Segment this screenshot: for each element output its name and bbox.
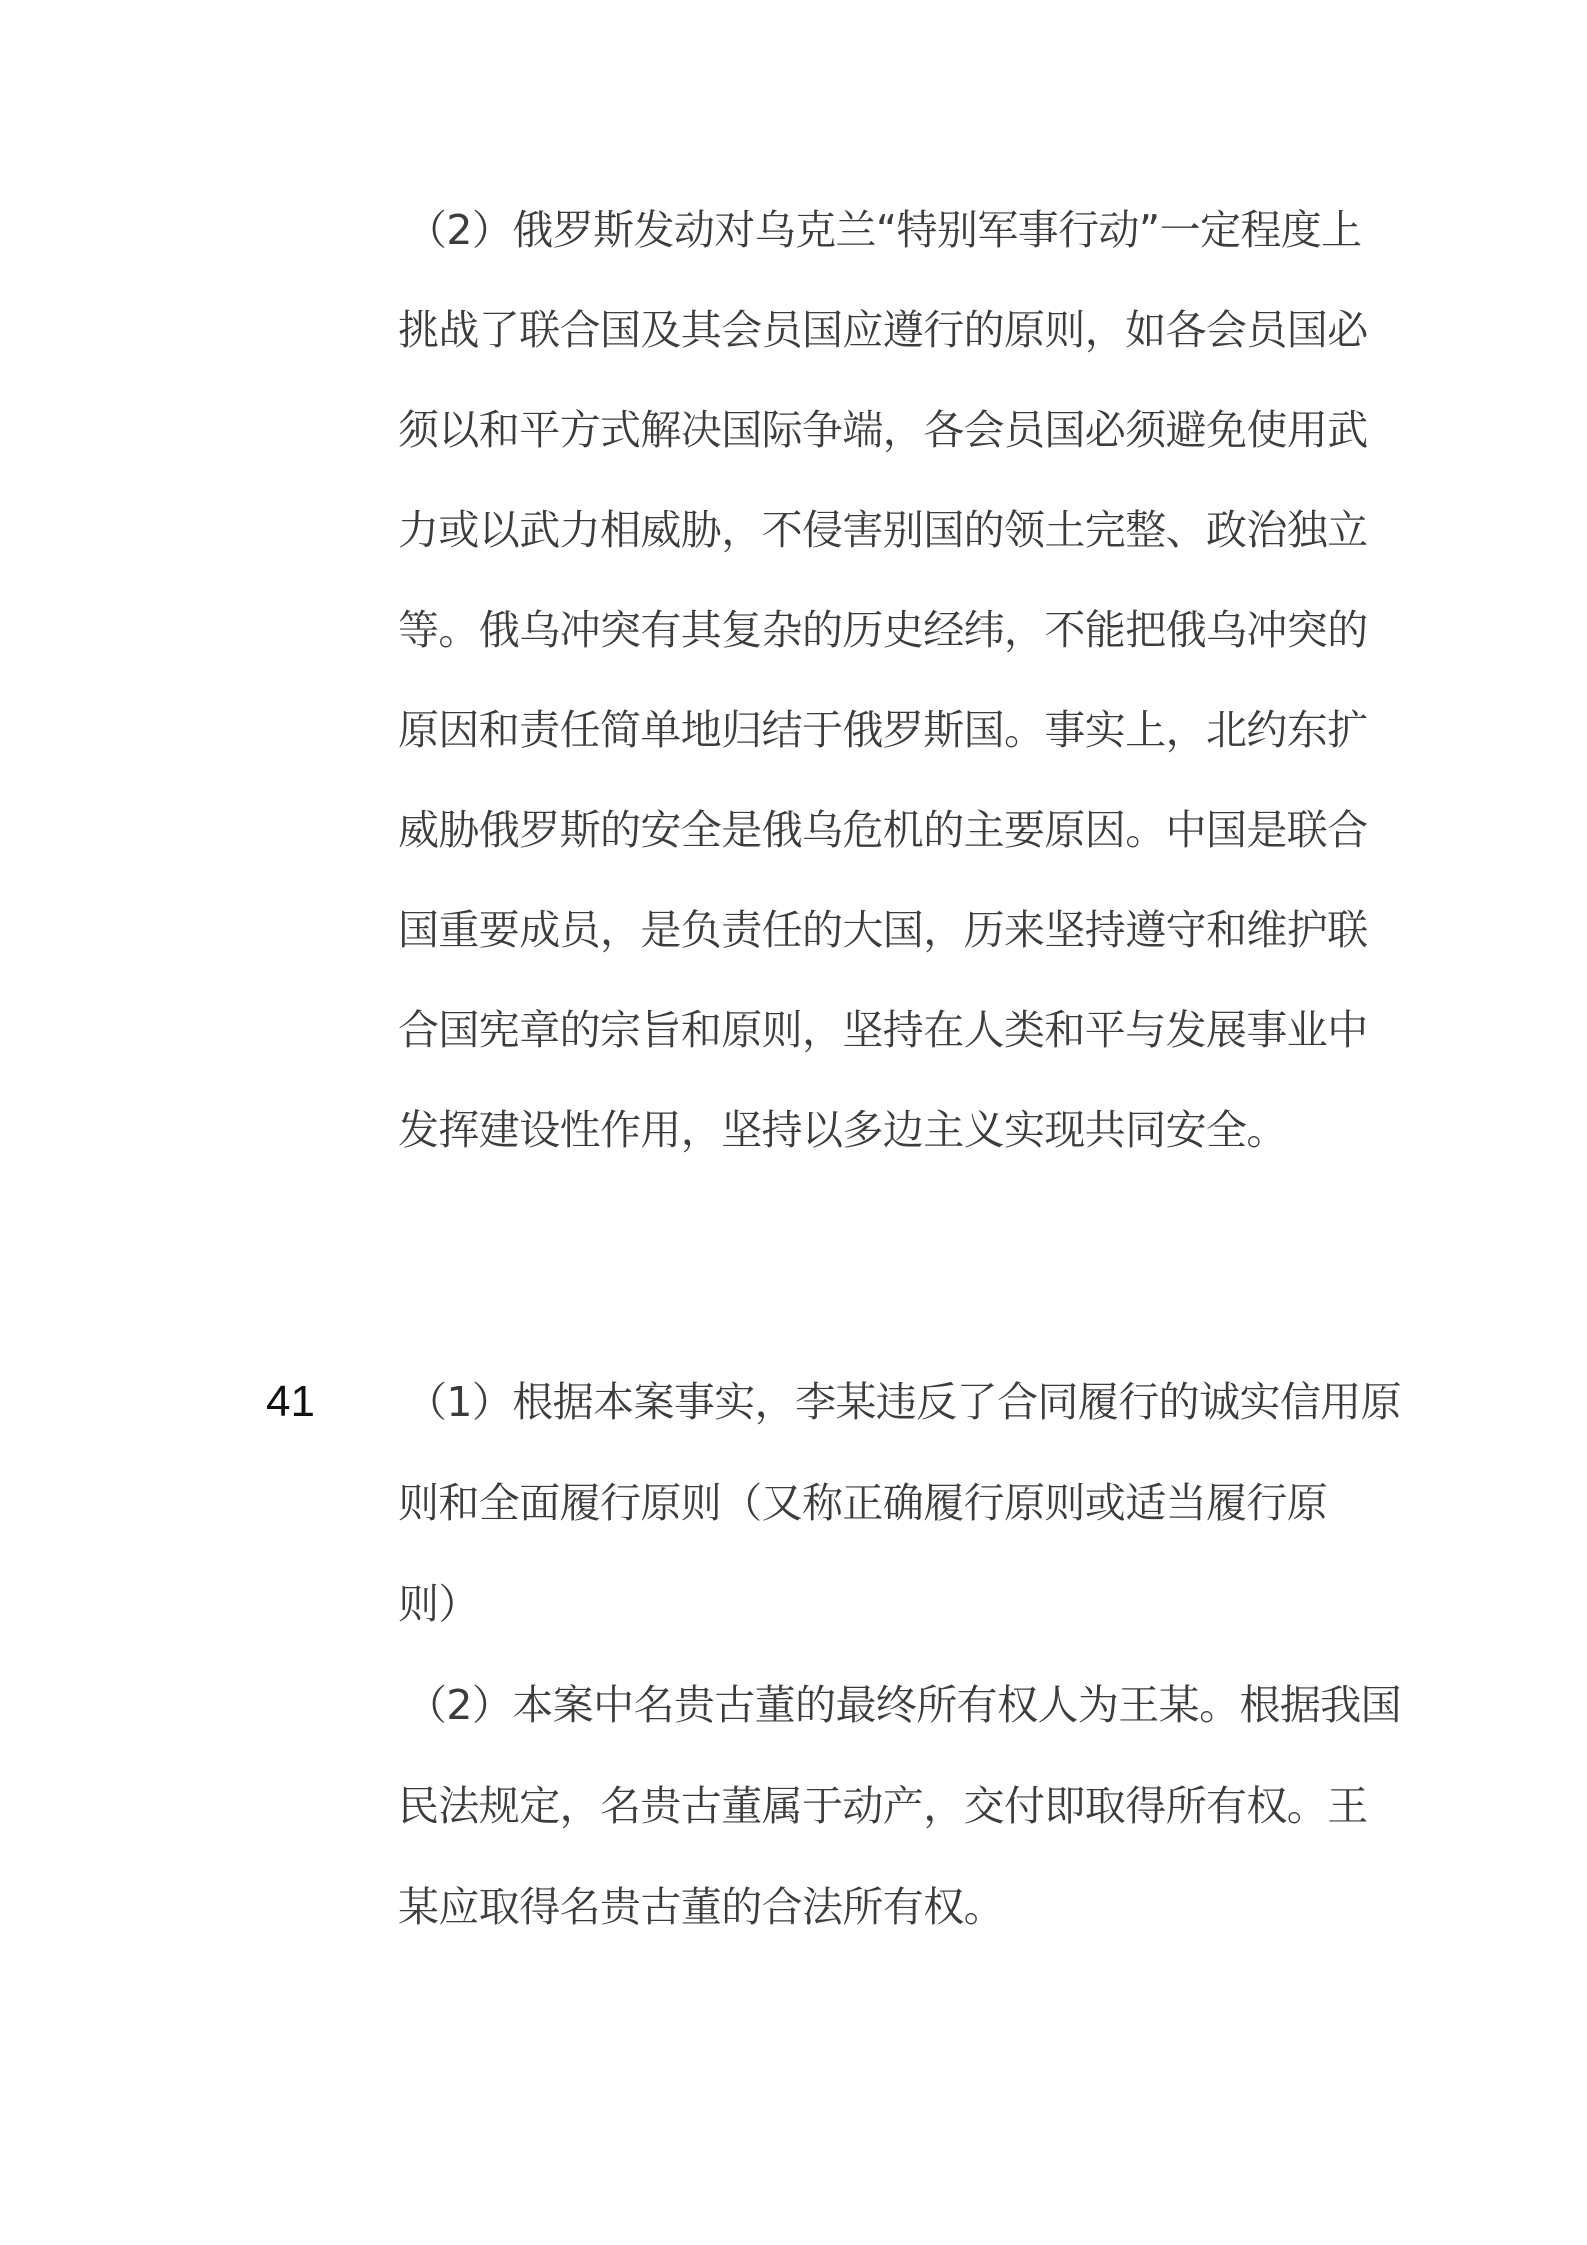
- text-line: 民法规定，名贵古董属于动产，交付即取得所有权。王: [398, 1782, 1368, 1830]
- text-line: （2）俄罗斯发动对乌克兰“特别军事行动”一定程度上: [406, 206, 1362, 254]
- text-line: 则和全面履行原则（又称正确履行原则或适当履行原: [398, 1479, 1328, 1527]
- text-line: 挑战了联合国及其会员国应遵行的原则，如各会员国必: [398, 306, 1368, 354]
- text-line: 力或以武力相威胁，不侵害别国的领土完整、政治独立: [398, 506, 1368, 554]
- text-line: 发挥建设性作用，坚持以多边主义实现共同安全。: [398, 1106, 1287, 1154]
- text-line: 合国宪章的宗旨和原则，坚持在人类和平与发展事业中: [398, 1006, 1368, 1054]
- question-number: 41: [266, 1377, 315, 1426]
- text-line: 某应取得名贵古董的合法所有权。: [398, 1883, 1004, 1931]
- text-line: 国重要成员，是负责任的大国，历来坚持遵守和维护联: [398, 906, 1368, 954]
- text-line: 则）: [398, 1580, 479, 1628]
- text-line: 威胁俄罗斯的安全是俄乌危机的主要原因。中国是联合: [398, 806, 1368, 854]
- text-line: 原因和责任简单地归结于俄罗斯国。事实上，北约东扩: [398, 706, 1368, 754]
- text-line: 等。俄乌冲突有其复杂的历史经纬，不能把俄乌冲突的: [398, 606, 1368, 654]
- text-line: 须以和平方式解决国际争端，各会员国必须避免使用武: [398, 406, 1368, 454]
- text-line: （1）根据本案事实，李某违反了合同履行的诚实信用原: [406, 1378, 1402, 1426]
- text-line: （2）本案中名贵古董的最终所有权人为王某。根据我国: [406, 1681, 1402, 1729]
